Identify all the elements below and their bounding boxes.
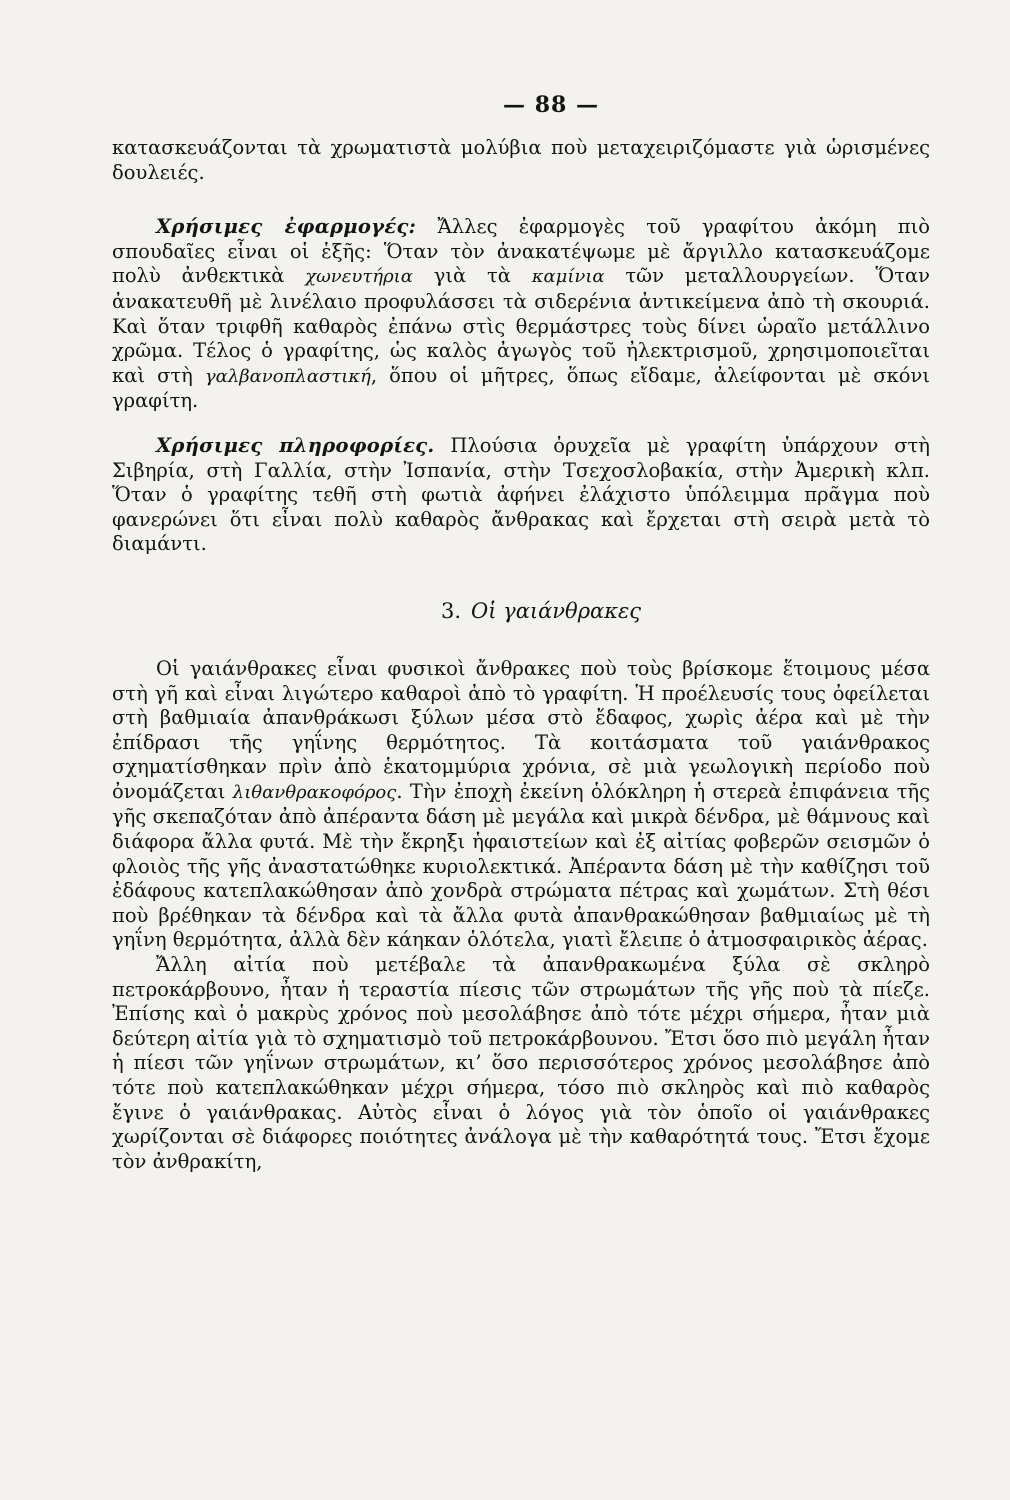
term-carboniferous: λιθανθρακοφόρος <box>232 781 397 803</box>
paragraph-coal-origin <box>112 657 930 953</box>
run-in-heading-uses: Χρήσιμες ἐφαρμογές: <box>156 215 417 239</box>
uses-text-4: , ὅπου οἱ μῆτρες, ὅπως εἴδαμε, ἀλείφονται μὲ σκόνι γραφίτη. <box>112 363 930 413</box>
paragraph-intro: κατασκευάζονται τὰ χρωματιστὰ μολύβια ποὺ μεταχειριζόμαστε γιὰ ὡρισμένες δουλειές. <box>112 136 930 184</box>
paragraph-information <box>112 434 930 557</box>
information-text: Πλούσια ὀρυχεῖα μὲ γραφίτη ὑπάρχουν στὴ Σιβηρία, στὴ Γαλλία, στὴν Ἰσπανία, στὴν Τσεχοσλοβακία, στὴν Ἀμερικὴ κλπ. Ὅταν ὁ γραφίτης τεθῆ στὴ φωτιὰ ἀφήνει ἐλάχιστο ὑπόλειμμα πρᾶγμα ποὺ φανερώνει ὅτι εἶναι πολὺ καθαρὸς ἄνθρακας καὶ ἔρχεται στὴ σειρὰ μετὰ τὸ διαμάντι. <box>112 433 930 556</box>
term-electroplating: γαλβανοπλαστική <box>204 365 371 387</box>
section-title: Οἱ γαιάνθρακες <box>471 598 642 623</box>
coal-text-1: Οἱ γαιάνθρακες εἶναι φυσικοὶ ἄνθρακες ποὺ τοὺς βρίσκομε ἕτοιμους μέσα στὴ γῆ καὶ εἶναι λιγώτερο καθαροὶ ἀπὸ τὸ γραφίτη. Ἡ προέλευσίς τους ὀφείλεται στὴ βαθμιαία ἀπανθράκωσι ξύλων μέσα στὸ ἔδαφος, χωρὶς ἀέρα καὶ μὲ τὴν ἐπίδρασι τῆς γηΐνης θερμότητος. Τὰ κοιτάσματα τοῦ γαιάνθρακος σχηματίσθηκαν πρὶν ἀπὸ ἑκατομμύρια χρόνια, σὲ μιὰ γεωλογικὴ περίοδο ποὺ ὀνομάζεται <box>112 656 930 803</box>
run-in-heading-information: Χρήσιμες πληροφορίες. <box>156 433 435 457</box>
paragraph-coal-pressure: Ἄλλη αἰτία ποὺ μετέβαλε τὰ ἀπανθρακωμένα ξύλα σὲ σκληρὸ πετροκάρβουνο, ἦταν ἡ τεραστία πίεσις τῶν στρωμάτων τῆς γῆς ποὺ τὰ πίεζε. Ἐπίσης καὶ ὁ μακρὺς χρόνος ποὺ μεσολάβησε ἀπὸ τότε μέχρι σήμερα, ἦταν μιὰ δεύτερη αἰτία γιὰ τὸ σχηματισμὸ τοῦ πετροκάρβουνου. Ἔτσι ὅσο πιὸ μεγάλη ἦταν ἡ πίεσι τῶν γηΐνων στρωμάτων, κι’ ὅσο περισσότερος χρόνος μεσολάβησε ἀπὸ τότε ποὺ κατεπλακώθηκαν μέχρι σήμερα, τόσο πιὸ σκληρὸς καὶ πιὸ καθαρὸς ἔγινε ὁ γαιάνθρακας. Αὐτὸς εἶναι ὁ λόγος γιὰ τὸν ὁποῖο οἱ γαιάνθρακες χωρίζονται σὲ διάφορες ποιότητες ἀνάλογα μὲ τὴν καθαρότητά τους. Ἔτσι ἔχομε τὸν ἀνθρακίτη, <box>112 953 930 1173</box>
uses-text-3: τῶν μεταλλουργείων. Ὅταν ἀνακατευθῆ μὲ λινέλαιο προφυλάσσει τὰ σιδερένια ἀντικείμενα ἀπὸ τὴ σκουριά. Καὶ ὅταν τριφθῆ καθαρὸς ἐπάνω στὶς θερμάστρες τοὺς δίνει ὡραῖο μετάλλινο χρῶμα. Τέλος ὁ γραφίτης, ὡς καλὸς ἀγωγὸς τοῦ ἠλεκτρισμοῦ, χρησιμοποιεῖται καὶ στὴ <box>112 264 930 387</box>
section-number: 3. <box>440 598 462 623</box>
coal-text-2: . Τὴν ἐποχὴ ἐκείνη ὁλόκληρη ἡ στερεὰ ἐπιφάνεια τῆς γῆς σκεπαζόταν ἀπὸ ἀπέραντα δάση μὲ μεγάλα καὶ μικρὰ δένδρα, μὲ θάμνους καὶ διάφορα ἄλλα φυτά. Μὲ τὴν ἔκρηξι ἡφαιστείων καὶ ἐξ αἰτίας φοβερῶν σεισμῶν ὁ φλοιὸς τῆς γῆς ἀναστατώθηκε κυριολεκτικά. Ἀπέραντα δάση μὲ τὴν καθίζησι τοῦ ἐδάφους κατεπλακώθησαν ἀπὸ χονδρὰ στρώματα πέτρας καὶ χωμάτων. Στὴ θέσι ποὺ βρέθηκαν τὰ δένδρα καὶ τὰ ἄλλα φυτὰ ἀπανθρακώθησαν βαθμιαίως μὲ τὴ γηΐνη θερμότητα, ἀλλὰ δὲν κάηκαν ὁλότελα, γιατὶ ἔλειπε ὁ ἀτμοσφαιρικὸς ἀέρας. <box>112 779 930 952</box>
term-furnaces: καμίνια <box>531 266 605 288</box>
paragraph-uses <box>112 215 930 414</box>
section-heading <box>152 599 930 623</box>
term-crucibles: χωνευτήρια <box>305 266 413 288</box>
page-number: — 88 — <box>503 92 599 118</box>
uses-text-2: γιὰ τὰ <box>412 264 532 288</box>
uses-text-1: Ἄλλες ἐφαρμογὲς τοῦ γραφίτου ἀκόμη πιὸ σπουδαῖες εἶναι οἱ ἑξῆς: Ὅταν τὸν ἀνακατέψωμε μὲ ἄργιλλο κατασκευάζομε πολὺ ἀνθεκτικὰ <box>112 215 930 288</box>
